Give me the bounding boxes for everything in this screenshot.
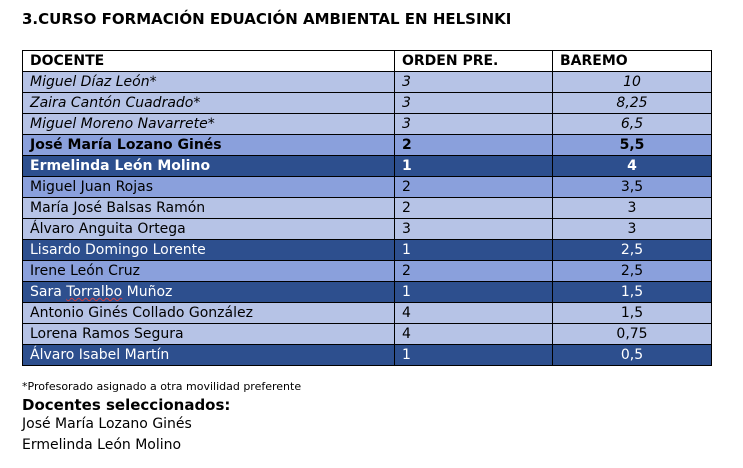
table-row bbox=[23, 324, 712, 345]
table-body bbox=[23, 72, 712, 366]
cell-orden: 4 bbox=[395, 303, 553, 324]
cell-baremo: 3 bbox=[553, 219, 712, 240]
cell-docente: Álvaro Isabel Martín bbox=[23, 345, 395, 366]
cell-orden: 4 bbox=[395, 324, 553, 345]
cell-orden: 1 bbox=[395, 156, 553, 177]
document-title: 3.CURSO FORMACIÓN EDUACIÓN AMBIENTAL EN HELSINKI bbox=[22, 10, 512, 28]
selected-name: José María Lozano Ginés bbox=[22, 416, 192, 432]
cell-orden: 1 bbox=[395, 345, 553, 366]
table-row bbox=[23, 135, 712, 156]
cell-docente: María José Balsas Ramón bbox=[23, 198, 395, 219]
table-row bbox=[23, 303, 712, 324]
cell-docente: Lorena Ramos Segura bbox=[23, 324, 395, 345]
cell-baremo: 3,5 bbox=[553, 177, 712, 198]
table-row bbox=[23, 114, 712, 135]
cell-baremo: 6,5 bbox=[553, 114, 712, 135]
cell-docente: Álvaro Anguita Ortega bbox=[23, 219, 395, 240]
cell-orden: 3 bbox=[395, 219, 553, 240]
cell-baremo: 0,75 bbox=[553, 324, 712, 345]
cell-docente: Miguel Díaz León* bbox=[23, 72, 395, 93]
cell-docente: José María Lozano Ginés bbox=[23, 135, 395, 156]
cell-baremo: 10 bbox=[553, 72, 712, 93]
header-baremo: BAREMO bbox=[553, 51, 712, 72]
table-header-row bbox=[23, 51, 712, 72]
cell-baremo: 2,5 bbox=[553, 240, 712, 261]
cell-docente: Antonio Ginés Collado González bbox=[23, 303, 395, 324]
cell-baremo: 8,25 bbox=[553, 93, 712, 114]
teachers-table bbox=[22, 50, 712, 366]
table-row bbox=[23, 282, 712, 303]
cell-docente: Zaira Cantón Cuadrado* bbox=[23, 93, 395, 114]
cell-orden: 1 bbox=[395, 240, 553, 261]
table-row bbox=[23, 240, 712, 261]
cell-baremo: 1,5 bbox=[553, 282, 712, 303]
cell-orden: 2 bbox=[395, 198, 553, 219]
table-row bbox=[23, 198, 712, 219]
selected-heading: Docentes seleccionados: bbox=[22, 396, 231, 414]
cell-docente: Lisardo Domingo Lorente bbox=[23, 240, 395, 261]
cell-orden: 2 bbox=[395, 261, 553, 282]
cell-orden: 2 bbox=[395, 135, 553, 156]
cell-orden: 2 bbox=[395, 177, 553, 198]
cell-docente: Sara Torralbo Muñoz bbox=[23, 282, 395, 303]
cell-docente: Miguel Juan Rojas bbox=[23, 177, 395, 198]
header-docente: DOCENTE bbox=[23, 51, 395, 72]
table-row bbox=[23, 261, 712, 282]
table-row bbox=[23, 72, 712, 93]
cell-docente: Irene León Cruz bbox=[23, 261, 395, 282]
cell-docente: Ermelinda León Molino bbox=[23, 156, 395, 177]
cell-baremo: 2,5 bbox=[553, 261, 712, 282]
header-orden: ORDEN PRE. bbox=[395, 51, 553, 72]
selected-name: Ermelinda León Molino bbox=[22, 437, 182, 453]
table-row bbox=[23, 177, 712, 198]
cell-docente: Miguel Moreno Navarrete* bbox=[23, 114, 395, 135]
table-row bbox=[23, 345, 712, 366]
cell-baremo: 3 bbox=[553, 198, 712, 219]
cell-baremo: 1,5 bbox=[553, 303, 712, 324]
cell-baremo: 0,5 bbox=[553, 345, 712, 366]
table-row bbox=[23, 93, 712, 114]
cell-orden: 1 bbox=[395, 282, 553, 303]
table-row bbox=[23, 156, 712, 177]
cell-orden: 3 bbox=[395, 114, 553, 135]
footnote: *Profesorado asignado a otra movilidad preferente bbox=[22, 380, 302, 393]
cell-baremo: 5,5 bbox=[553, 135, 712, 156]
cell-baremo: 4 bbox=[553, 156, 712, 177]
table-row bbox=[23, 219, 712, 240]
cell-orden: 3 bbox=[395, 72, 553, 93]
cell-orden: 3 bbox=[395, 93, 553, 114]
